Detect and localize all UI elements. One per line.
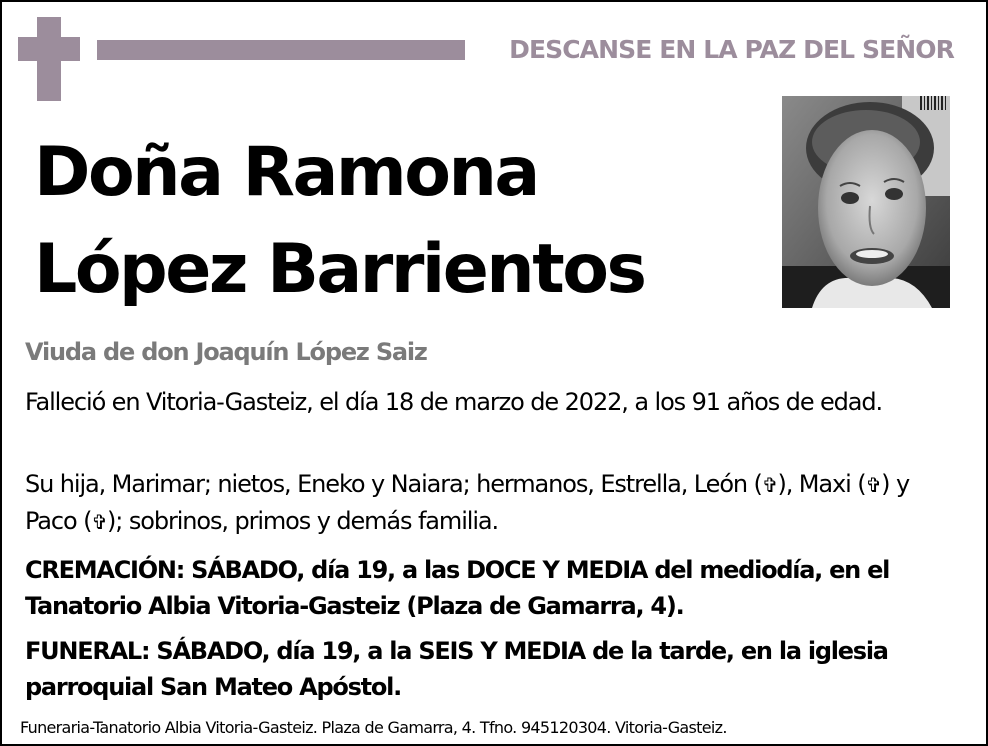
- family-text-part: Su hija, Marimar; nietos, Eneko y Naiara; hermanos, Estrella, León (: [25, 470, 762, 498]
- cross-horizontal-bar: [18, 37, 80, 61]
- family-text-part: ), Maxi (: [777, 470, 866, 498]
- cross-icon: ✞: [865, 473, 882, 497]
- family-text-part: ); sobrinos, primos y demás familia.: [107, 507, 499, 535]
- death-announcement: Falleció en Vitoria-Gasteiz, el día 18 de marzo de 2022, a los 91 años de edad.: [25, 388, 883, 416]
- cross-icon: ✞: [91, 510, 108, 534]
- widow-subtitle: Viuda de don Joaquín López Saiz: [25, 338, 427, 366]
- cremation-details: CREMACIÓN: SÁBADO, día 19, a las DOCE Y MEDIA del mediodía, en el Tanatorio Albia Vitoria-Gasteiz (Plaza de Gamarra, 4).: [25, 556, 890, 620]
- deceased-name-line2: López Barrientos: [34, 230, 645, 309]
- header-divider-bar: [97, 40, 465, 60]
- deceased-photo: [782, 96, 950, 308]
- funeral-details: FUNERAL: SÁBADO, día 19, a la SEIS Y MEDIA de la tarde, en la iglesia parroquial San Mateo Apóstol.: [25, 637, 888, 701]
- cross-icon: ✞: [761, 473, 778, 497]
- family-text-part: ) y Paco (: [25, 470, 910, 535]
- deceased-name-line1: Doña Ramona: [34, 133, 538, 212]
- header-title: DESCANSE EN LA PAZ DEL SEÑOR: [509, 35, 954, 64]
- funeral-home-footer: Funeraria-Tanatorio Albia Vitoria-Gasteiz. Plaza de Gamarra, 4. Tfno. 945120304. Vitoria-Gasteiz.: [20, 718, 727, 737]
- family-list: [25, 466, 955, 540]
